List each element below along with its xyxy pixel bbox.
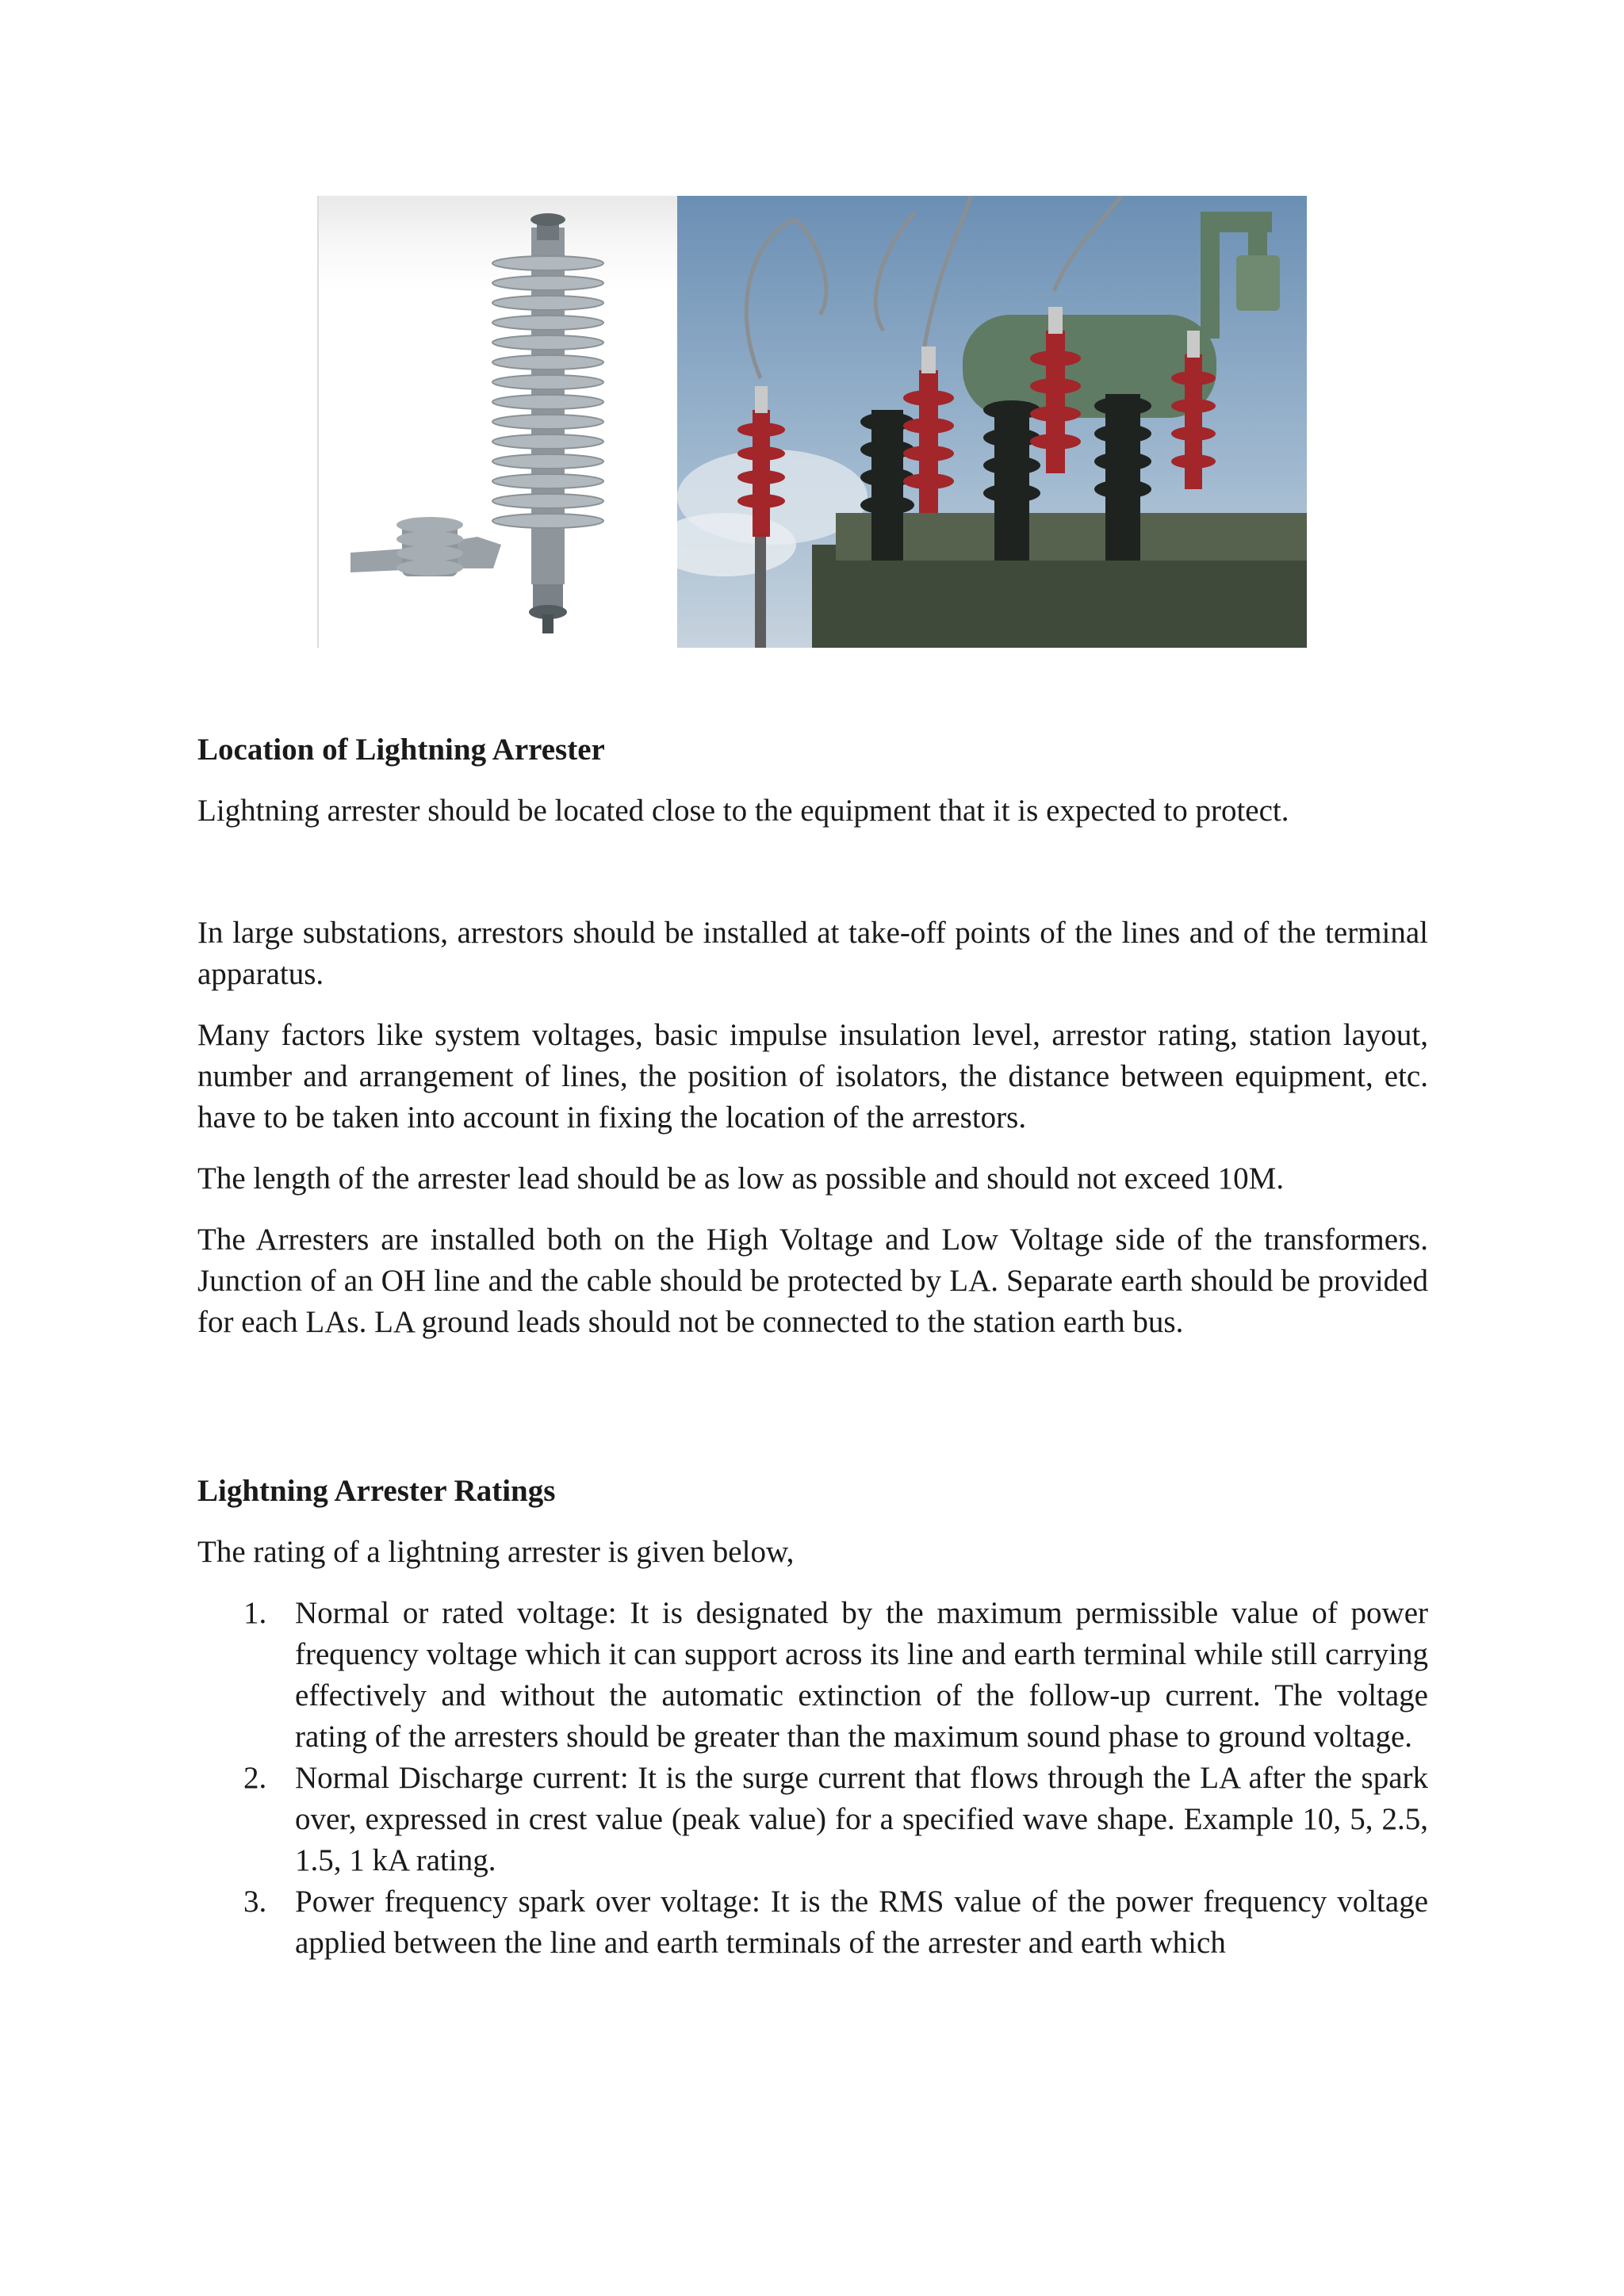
paragraph-lead-length: The length of the arrester lead should be as low as possible and should not exceed 10M. — [197, 1161, 1285, 1196]
list-item — [197, 1881, 1428, 1964]
paragraph-installation: The Arresters are installed both on the High Voltage and Low Voltage side of the transformers. Junction of an OH line and the cable should be protected by LA. Separate earth should be provided for each LAs. LA ground leads should not be connected to the station earth bus. — [197, 1223, 1428, 1339]
section-heading-ratings: Lightning Arrester Ratings — [197, 1474, 556, 1508]
lightning-arrester-figure — [317, 196, 1307, 648]
arrester-product-image — [317, 196, 677, 648]
document-body — [197, 729, 1428, 1964]
ratings-list — [197, 1593, 1428, 1964]
list-number: 2. — [243, 1761, 267, 1795]
list-item — [197, 1593, 1428, 1758]
section-heading-location: Location of Lightning Arrester — [197, 733, 605, 767]
list-item — [197, 1758, 1428, 1881]
list-item-text: Power frequency spark over voltage: It is the RMS value of the power frequency voltage applied between the line and earth terminals of the arrester and earth which — [295, 1885, 1428, 1960]
transformer-arresters-image — [677, 196, 1307, 648]
paragraph-factors: Many factors like system voltages, basic impulse insulation level, arrestor rating, station layout, number and arrangement of lines, the position of isolators, the distance between equipment, etc. have to be taken into account in fixing the location of the arrestors. — [197, 1018, 1428, 1135]
list-number: 1. — [243, 1596, 267, 1630]
location-intro: Lightning arrester should be located close to the equipment that it is expected to protect. — [197, 794, 1289, 828]
paragraph-substations: In large substations, arrestors should be installed at take-off points of the lines and of the terminal apparatus. — [197, 916, 1428, 991]
ratings-intro: The rating of a lightning arrester is given below, — [197, 1535, 795, 1569]
list-item-text: Normal Discharge current: It is the surge current that flows through the LA after the spark over, expressed in crest value (peak value) for a specified wave shape. Example 10, 5, 2.5, 1.5, 1 kA rating. — [295, 1761, 1428, 1877]
list-number: 3. — [243, 1885, 267, 1919]
list-item-text: Normal or rated voltage: It is designated by the maximum permissible value of power frequency voltage which it can support across its line and earth terminal while still carrying effectively and without the automatic extinction of the follow-up current. The voltage rating of the arresters should be greater than the maximum sound phase to ground voltage. — [295, 1596, 1428, 1754]
